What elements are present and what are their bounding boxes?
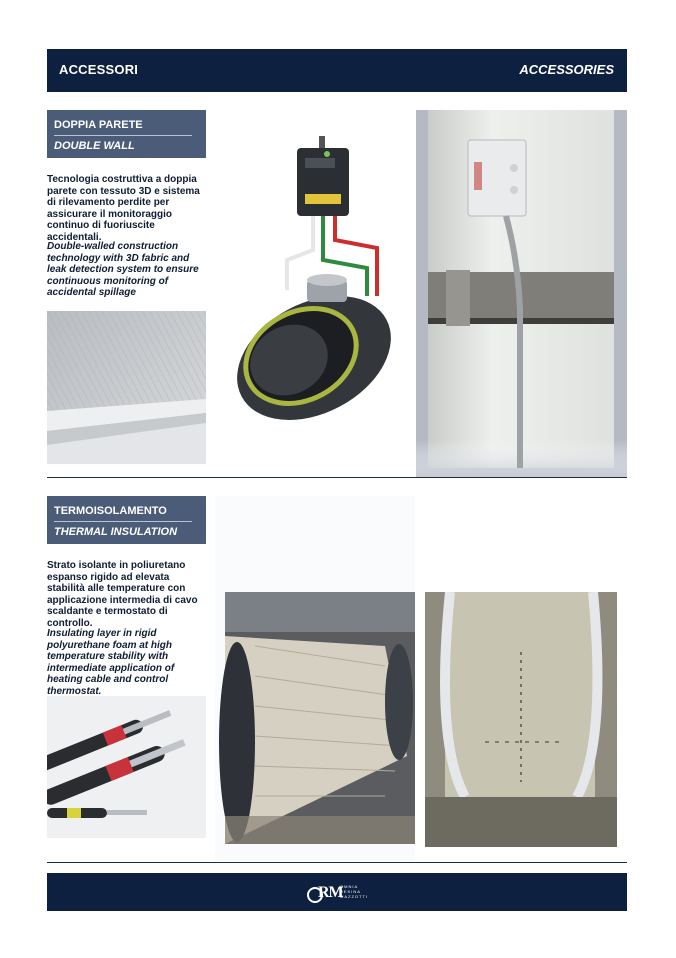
header-bar [47,49,627,92]
section1-title-box [47,110,206,158]
section2-subtitle: THERMAL INSULATION [54,526,178,538]
section1-subtitle: DOUBLE WALL [54,140,135,152]
section2-text-it: Strato isolante in poliuretano espanso rigido ad elevata stabilità alle temperature con applicazione intermedia di cavo scaldante e termostato di controllo. [47,560,198,629]
section1-title: DOPPIA PARETE [54,119,143,131]
logo-mark: RM [318,884,343,901]
section2-title: TERMOISOLAMENTO [54,505,167,517]
footer-bar [47,873,627,911]
logo-words [340,884,368,899]
section1-text-it: Tecnologia costruttiva a doppia parete con tessuto 3D e sistema di rilevamento perdite per assicurare il monitoraggio continuo di fuoriuscite accidentali. [47,174,200,243]
section1-text-en: Double-walled construction technology with 3D fabric and leak detection system to ensure continuous monitoring of accidental spillage [47,241,199,298]
tank-junction-box-photo [416,110,627,477]
footer-divider [47,862,627,863]
logo-word-2: RESINA [340,889,361,894]
heating-cable-tank-photo [425,592,617,847]
fabric-photo [47,311,206,464]
leak-detection-illustration [217,110,416,468]
section-divider [47,477,627,478]
section2-title-box [47,496,206,544]
header-title-it: ACCESSORI [59,62,139,77]
section2-title-rule [54,521,192,522]
header-title-en: ACCESSORIES [519,62,614,77]
section2-text-en: Insulating layer in rigid polyurethane foam at high temperature stability with intermediate application of heating cable and control thermostat. [47,628,175,697]
logo-word-3: MAZZOTTI [340,894,368,899]
section1-title-rule [54,135,192,136]
insulated-tank-photo [215,496,415,861]
company-logo [304,878,374,906]
logo-word-1: OMNIA [340,884,359,889]
heating-cable-photo [47,696,206,838]
